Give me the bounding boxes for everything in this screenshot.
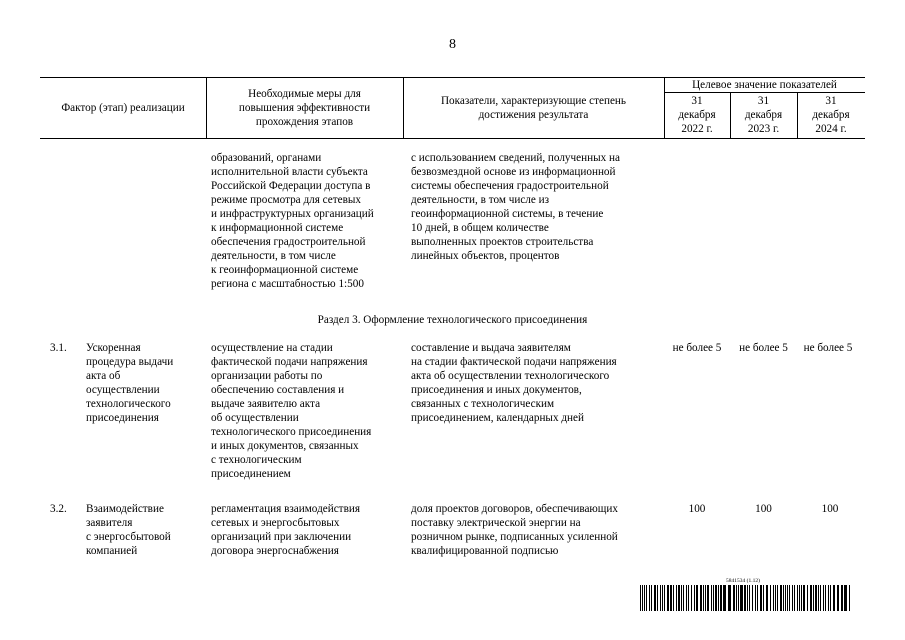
row-3-1-value-2024: не более 5 <box>803 342 853 354</box>
row-3-1-factor: Ускоренная процедура выдачи акта об осуществлении технологического присоединения <box>86 342 174 424</box>
barcode-bar <box>644 585 645 611</box>
barcode-bar <box>733 585 735 611</box>
barcode-image <box>640 585 854 611</box>
header-2022: 31 декабря 2022 г. <box>678 95 716 135</box>
barcode-bar <box>711 585 712 611</box>
barcode-bar <box>773 585 774 611</box>
barcode-bar <box>664 585 665 611</box>
barcode-bar <box>825 585 826 611</box>
barcode-bar <box>688 585 689 611</box>
barcode-bar <box>763 585 764 611</box>
header-factor <box>40 77 206 138</box>
continued-measures: образований, органами исполнительной власти субъекта Российской Федерации доступа в режиме просмотра для сетевых и инфраструктурных организаций к информационной системе обеспечения градостроительной деятельности, в том числе к геоинформационной системе региона с масштабностью 1:500 <box>211 152 374 290</box>
row-3-2-measures: регламентация взаимодействия сетевых и энергосбытовых организаций при заключении договора энергоснабжения <box>211 503 360 557</box>
barcode-bar <box>694 585 695 611</box>
barcode-bar <box>744 585 746 611</box>
barcode-bar <box>849 585 850 611</box>
barcode-bar <box>777 585 778 611</box>
header-indicators-label: Показатели, характеризующие степень достижения результата <box>440 94 627 121</box>
barcode-bar <box>740 585 743 611</box>
header-measures-label: Необходимые меры для повышения эффективности прохождения этапов <box>238 87 371 128</box>
barcode-bar <box>657 585 658 611</box>
barcode-bar <box>660 585 661 611</box>
barcode-bar <box>755 585 756 611</box>
barcode-bar <box>833 585 835 611</box>
barcode-bar <box>678 585 680 611</box>
barcode-bar <box>770 585 771 611</box>
barcode-bar <box>736 585 737 611</box>
barcode-bar <box>670 585 672 611</box>
barcode-bar <box>723 585 726 611</box>
barcode-label: 5841534 (1.12) <box>726 578 760 584</box>
barcode-bar <box>654 585 656 611</box>
barcode-bar <box>700 585 702 611</box>
barcode-bar <box>720 585 722 611</box>
barcode-bar <box>646 585 647 611</box>
page-number: 8 <box>449 37 456 52</box>
barcode-bar <box>728 585 731 611</box>
barcode-bar <box>738 585 739 611</box>
barcode-bar <box>787 585 788 611</box>
barcode-bar <box>713 585 714 611</box>
barcode-bar <box>820 585 821 611</box>
row-3-1-measures: осуществление на стадии фактической подачи напряжения организации работы по обеспечению составления и выдаче заявителю акта об осуществлении технологического присоединения и иных документов, связанных с технологическим присоединением <box>211 342 372 480</box>
barcode-bar <box>673 585 674 611</box>
barcode-bar <box>686 585 687 611</box>
barcode-bar <box>780 585 782 611</box>
barcode-bar <box>789 585 790 611</box>
barcode-bar <box>705 585 706 611</box>
barcode-bar <box>818 585 819 611</box>
row-3-2-indicators: доля проектов договоров, обеспечивающих поставку электрической энергии на розничном рынке, подписанных усиленной квалифицированной подписью <box>411 503 618 557</box>
header-factor-label: Фактор (этап) реализации <box>61 101 185 114</box>
row-3-2-num: 3.2. <box>50 503 67 515</box>
barcode-bar <box>640 585 641 611</box>
barcode-bar <box>718 585 719 611</box>
barcode-bar <box>830 585 831 611</box>
barcode-bar <box>797 585 798 611</box>
barcode-bar <box>760 585 762 611</box>
target-group-divider <box>664 92 865 93</box>
barcode-bar <box>715 585 717 611</box>
barcode-bar <box>844 585 847 611</box>
header-2024: 31 декабря 2024 г. <box>812 95 850 135</box>
barcode-bar <box>667 585 669 611</box>
barcode-bar <box>749 585 750 611</box>
row-3-1-indicators: составление и выдача заявителям на стадии фактической подачи напряжения акта об осуществлении технологического присоединения и иных документов, связанных с технологическим присоединением, календарных дней <box>411 342 617 424</box>
barcode-bar <box>813 585 814 611</box>
barcode-bar <box>841 585 843 611</box>
barcode-bar <box>703 585 704 611</box>
row-3-2-value-2023: 100 <box>755 503 772 515</box>
barcode-bar <box>766 585 768 611</box>
header-target-group: Целевое значение показателей <box>692 79 837 91</box>
barcode-bar <box>651 585 652 611</box>
barcode-bar <box>792 585 793 611</box>
row-3-1-value-2022: не более 5 <box>672 342 722 354</box>
barcode-bar <box>794 585 795 611</box>
barcode-bar <box>642 585 643 611</box>
header-indicators <box>403 77 664 138</box>
barcode-bar <box>807 585 808 611</box>
barcode-bar <box>837 585 839 611</box>
barcode-bar <box>757 585 758 611</box>
row-3-2-factor: Взаимодействие заявителя с энергосбытовой компанией <box>86 503 171 557</box>
barcode-bar <box>803 585 805 611</box>
barcode-bar <box>799 585 800 611</box>
table-header-bottom-border <box>40 138 865 139</box>
row-3-1-value-2023: не более 5 <box>739 342 788 354</box>
barcode-bar <box>783 585 784 611</box>
header-2023: 31 декабря 2023 г. <box>744 95 783 135</box>
barcode-bar <box>752 585 753 611</box>
row-3-1-num: 3.1. <box>50 342 67 354</box>
barcode-bar <box>747 585 748 611</box>
barcode-bar <box>810 585 812 611</box>
continued-indicators: с использованием сведений, полученных на безвозмездной основе из информационной системы обеспечения градостроительной деятельности, в том числе из геоинформационной системы, в течение 10 дней, в общем количестве выполненных проектов строительства линейных объектов, процентов <box>411 152 620 262</box>
barcode-bar <box>662 585 663 611</box>
barcode-bar <box>823 585 824 611</box>
barcode-bar <box>828 585 829 611</box>
barcode-bar <box>683 585 684 611</box>
barcode-bar <box>707 585 709 611</box>
barcode-bar <box>785 585 786 611</box>
barcode-bar <box>681 585 682 611</box>
barcode-bar <box>676 585 677 611</box>
barcode-bar <box>649 585 650 611</box>
section-title: Раздел 3. Оформление технологического присоединения <box>317 314 588 326</box>
row-3-2-value-2024: 100 <box>821 503 839 515</box>
barcode-bar <box>691 585 692 611</box>
barcode-bar <box>696 585 698 611</box>
header-measures <box>206 77 403 138</box>
barcode-bar <box>775 585 776 611</box>
row-3-2-value-2022: 100 <box>688 503 706 515</box>
barcode-bar <box>815 585 817 611</box>
barcode-bar <box>801 585 802 611</box>
